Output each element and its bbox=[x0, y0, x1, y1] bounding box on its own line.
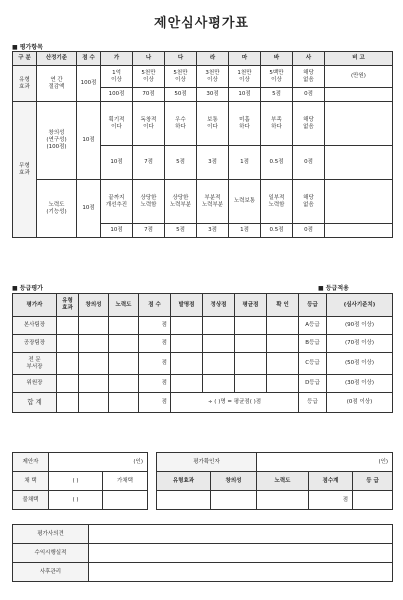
grade-input-cell[interactable] bbox=[109, 317, 139, 335]
confirm-input-cell[interactable] bbox=[353, 491, 393, 510]
opinion-label: 평가사의견 bbox=[13, 525, 89, 544]
confirm-input-cell[interactable] bbox=[257, 491, 309, 510]
effort-note-blank bbox=[325, 180, 393, 224]
effort-criteria-cell: 상당한 노력부분 bbox=[165, 180, 197, 224]
effort-points-cell: 0.5점 bbox=[261, 224, 293, 238]
total-standard: (0점 이상) bbox=[327, 393, 393, 413]
effort-score: 10점 bbox=[77, 180, 101, 238]
header-tangible: 유형 효과 bbox=[57, 294, 79, 317]
effort-note-blank bbox=[325, 224, 393, 238]
grade-input-cell[interactable] bbox=[267, 353, 299, 375]
creativity-criteria-cell: 보통 이다 bbox=[197, 102, 229, 146]
tentative-adopt-label: 가채택 bbox=[103, 472, 148, 491]
total-label: 합 계 bbox=[13, 393, 57, 413]
grade-input-cell[interactable] bbox=[171, 317, 203, 335]
creativity-note-blank bbox=[325, 146, 393, 180]
header-effort: 노력도 bbox=[109, 294, 139, 317]
tangible-points-cell: 0점 bbox=[293, 88, 325, 102]
grade-input-cell[interactable] bbox=[171, 375, 203, 393]
effort-points-cell: 0점 bbox=[293, 224, 325, 238]
header-note: 비 고 bbox=[325, 52, 393, 66]
creativity-criteria-cell: 해당 없음 bbox=[293, 102, 325, 146]
grade-input-cell[interactable] bbox=[79, 353, 109, 375]
creativity-score: 10점 bbox=[77, 102, 101, 180]
intangible-effect-label: 무형 효과 bbox=[13, 102, 37, 238]
score-unit: 점 bbox=[139, 335, 171, 353]
header-score-total: 점 수 bbox=[139, 294, 171, 317]
tangible-points-cell: 50점 bbox=[165, 88, 197, 102]
creativity-points-cell: 0점 bbox=[293, 146, 325, 180]
grade-level: B등급 bbox=[299, 335, 327, 353]
section-evaluation-items-label: ■ 평가항목 bbox=[12, 44, 43, 51]
grade-input-cell[interactable] bbox=[171, 335, 203, 353]
effort-criteria-cell: 부분적 노력부분 bbox=[197, 180, 229, 224]
tangible-criteria-cell: 해당 없음 bbox=[293, 66, 325, 88]
adopt-checkbox[interactable]: ( ) bbox=[49, 472, 103, 491]
header-na: 나 bbox=[133, 52, 165, 66]
evaluator-name: 공장팀장 bbox=[13, 335, 57, 353]
grade-standard: (50점 이상) bbox=[327, 353, 393, 375]
total-unit: 점 bbox=[139, 393, 171, 413]
tangible-points-cell: 30점 bbox=[197, 88, 229, 102]
grade-input-cell[interactable] bbox=[171, 353, 203, 375]
grade-input-cell[interactable] bbox=[235, 317, 267, 335]
evaluation-items-table bbox=[12, 51, 393, 238]
effort-points-cell: 7점 bbox=[133, 224, 165, 238]
proposer-seal[interactable]: (인) bbox=[49, 453, 148, 472]
header-ma: 마 bbox=[229, 52, 261, 66]
grade-input-cell[interactable] bbox=[79, 375, 109, 393]
grade-input-cell[interactable] bbox=[109, 375, 139, 393]
header-tangible-effect: 유형효과 bbox=[157, 472, 211, 491]
follow-up-label: 사후관리 bbox=[13, 563, 89, 582]
page-title: 제안심사평가표 bbox=[154, 16, 249, 31]
effort-points-cell: 1점 bbox=[229, 224, 261, 238]
grade-evaluation-table bbox=[12, 293, 393, 413]
grade-standard: (90점 이상) bbox=[327, 317, 393, 335]
tangible-points-cell: 5점 bbox=[261, 88, 293, 102]
grade-input-cell[interactable] bbox=[235, 335, 267, 353]
tangible-criteria-cell: 5천만 이상 bbox=[165, 66, 197, 88]
header-da: 다 bbox=[165, 52, 197, 66]
creativity-criteria-cell: 부족 하다 bbox=[261, 102, 293, 146]
grade-input-cell[interactable] bbox=[109, 393, 139, 413]
header-grade: 등 급 bbox=[353, 472, 393, 491]
grade-input-cell[interactable] bbox=[267, 375, 299, 393]
header-category: 구 분 bbox=[13, 52, 37, 66]
grade-input-cell[interactable] bbox=[57, 317, 79, 335]
grade-input-cell[interactable] bbox=[109, 353, 139, 375]
grade-input-cell[interactable] bbox=[203, 317, 235, 335]
proposer-adoption-table bbox=[12, 452, 148, 510]
evaluator-name: 본사팀장 bbox=[13, 317, 57, 335]
tangible-criteria-cell: 5백만 이상 bbox=[261, 66, 293, 88]
review-opinion-table bbox=[12, 524, 393, 582]
creativity-criteria-cell: 획기적 이다 bbox=[101, 102, 133, 146]
grade-input-cell[interactable] bbox=[203, 353, 235, 375]
grade-input-cell[interactable] bbox=[79, 317, 109, 335]
creativity-criteria-cell: 독창적 이다 bbox=[133, 102, 165, 146]
section-grade-eval-label: ■ 등급평가 bbox=[12, 285, 43, 292]
tangible-criteria-cell: 1천만 이상 bbox=[229, 66, 261, 88]
adopt-label: 채 택 bbox=[13, 472, 49, 491]
tangible-points-cell: 100점 bbox=[101, 88, 133, 102]
reject-label: 불채택 bbox=[13, 491, 49, 510]
evaluator-name: 전 문 부서장 bbox=[13, 353, 57, 375]
creativity-points-cell: 7점 bbox=[133, 146, 165, 180]
header-ba: 바 bbox=[261, 52, 293, 66]
reject-blank bbox=[103, 491, 148, 510]
tangible-criteria-cell: 3천만 이상 bbox=[197, 66, 229, 88]
grade-level: D등급 bbox=[299, 375, 327, 393]
grade-input-cell[interactable] bbox=[79, 335, 109, 353]
score-sum-unit: 점 bbox=[309, 491, 353, 510]
grade-standard: (30점 이상) bbox=[327, 375, 393, 393]
annual-savings-criterion: 연 간 절감액 bbox=[37, 66, 77, 102]
header-average: 평균점 bbox=[235, 294, 267, 317]
implementation-input[interactable] bbox=[89, 544, 393, 563]
header-criterion: 산정기준 bbox=[37, 52, 77, 66]
grade-standard: (70점 이상) bbox=[327, 335, 393, 353]
score-unit: 점 bbox=[139, 375, 171, 393]
grade-input-cell[interactable] bbox=[57, 335, 79, 353]
header-score-sum: 점수계 bbox=[309, 472, 353, 491]
creativity-points-cell: 3점 bbox=[197, 146, 229, 180]
grade-input-cell[interactable] bbox=[109, 335, 139, 353]
grade-input-cell[interactable] bbox=[235, 353, 267, 375]
effort-criteria-cell: 노력보통 bbox=[229, 180, 261, 224]
proposer-label: 제안자 bbox=[13, 453, 49, 472]
creativity-points-cell: 0.5점 bbox=[261, 146, 293, 180]
tangible-points-cell: 10점 bbox=[229, 88, 261, 102]
effort-criteria-cell: 해당 없음 bbox=[293, 180, 325, 224]
creativity-criteria-cell: 미흡 하다 bbox=[229, 102, 261, 146]
confirm-input-cell[interactable] bbox=[211, 491, 257, 510]
creativity-points-cell: 1점 bbox=[229, 146, 261, 180]
total-grade: 등급 bbox=[299, 393, 327, 413]
tangible-note-blank bbox=[325, 88, 393, 102]
score-unit: 점 bbox=[139, 317, 171, 335]
tangible-criteria-cell: 5천만 이상 bbox=[133, 66, 165, 88]
effort-points-cell: 3점 bbox=[197, 224, 229, 238]
tangible-effect-label: 유형 효과 bbox=[13, 66, 37, 102]
header-evaluator: 평가자 bbox=[13, 294, 57, 317]
evaluator-confirm-table bbox=[156, 452, 393, 510]
tangible-points-cell: 70점 bbox=[133, 88, 165, 102]
score-unit: 점 bbox=[139, 353, 171, 375]
effort-criteria-cell: 끝까지 개선추진 bbox=[101, 180, 133, 224]
header-confirm: 확 인 bbox=[267, 294, 299, 317]
header-ga: 가 bbox=[101, 52, 133, 66]
header-effort: 노력도 bbox=[257, 472, 309, 491]
evaluator-seal[interactable]: (인) bbox=[257, 453, 393, 472]
effort-criteria-cell: 상당한 노력함 bbox=[133, 180, 165, 224]
grade-input-cell[interactable] bbox=[235, 375, 267, 393]
grade-input-cell[interactable] bbox=[57, 393, 79, 413]
grade-input-cell[interactable] bbox=[57, 353, 79, 375]
effort-points-cell: 10점 bbox=[101, 224, 133, 238]
effort-criterion: 노력도 (기능성) bbox=[37, 180, 77, 238]
confirm-input-cell[interactable] bbox=[157, 491, 211, 510]
section-grade-apply-label: ■ 등급적용 bbox=[318, 285, 349, 292]
average-formula: ÷ ( )명 = 평균점( )점 bbox=[171, 393, 299, 413]
header-sa: 사 bbox=[293, 52, 325, 66]
tangible-note: (만원) bbox=[325, 66, 393, 88]
header-score: 점 수 bbox=[77, 52, 101, 66]
creativity-points-cell: 10점 bbox=[101, 146, 133, 180]
header-grade: 등급 bbox=[299, 294, 327, 317]
header-ra: 라 bbox=[197, 52, 229, 66]
implementation-label: 수익시행실적 bbox=[13, 544, 89, 563]
creativity-criteria-cell: 우수 하다 bbox=[165, 102, 197, 146]
grade-input-cell[interactable] bbox=[79, 393, 109, 413]
evaluator-name: 위원장 bbox=[13, 375, 57, 393]
header-normal: 정상점 bbox=[203, 294, 235, 317]
opinion-input[interactable] bbox=[89, 525, 393, 544]
effort-criteria-cell: 일부적 노력함 bbox=[261, 180, 293, 224]
grade-level: A등급 bbox=[299, 317, 327, 335]
creativity-note-blank bbox=[325, 102, 393, 146]
header-creativity: 창의성 bbox=[211, 472, 257, 491]
effort-points-cell: 5점 bbox=[165, 224, 197, 238]
tangible-criteria-cell: 1억 이상 bbox=[101, 66, 133, 88]
reject-checkbox[interactable]: ( ) bbox=[49, 491, 103, 510]
creativity-points-cell: 5점 bbox=[165, 146, 197, 180]
creativity-criterion: 창의성 (연구성) (100점) bbox=[37, 102, 77, 180]
header-creativity: 창의성 bbox=[79, 294, 109, 317]
header-standard: (심사기준치) bbox=[327, 294, 393, 317]
grade-level: C등급 bbox=[299, 353, 327, 375]
follow-up-input[interactable] bbox=[89, 563, 393, 582]
grade-input-cell[interactable] bbox=[267, 317, 299, 335]
grade-input-cell[interactable] bbox=[203, 335, 235, 353]
evaluator-confirm-label: 평가확인자 bbox=[157, 453, 257, 472]
grade-input-cell[interactable] bbox=[57, 375, 79, 393]
header-invention: 발명점 bbox=[171, 294, 203, 317]
grade-input-cell[interactable] bbox=[203, 375, 235, 393]
tangible-score: 100점 bbox=[77, 66, 101, 102]
grade-input-cell[interactable] bbox=[267, 335, 299, 353]
